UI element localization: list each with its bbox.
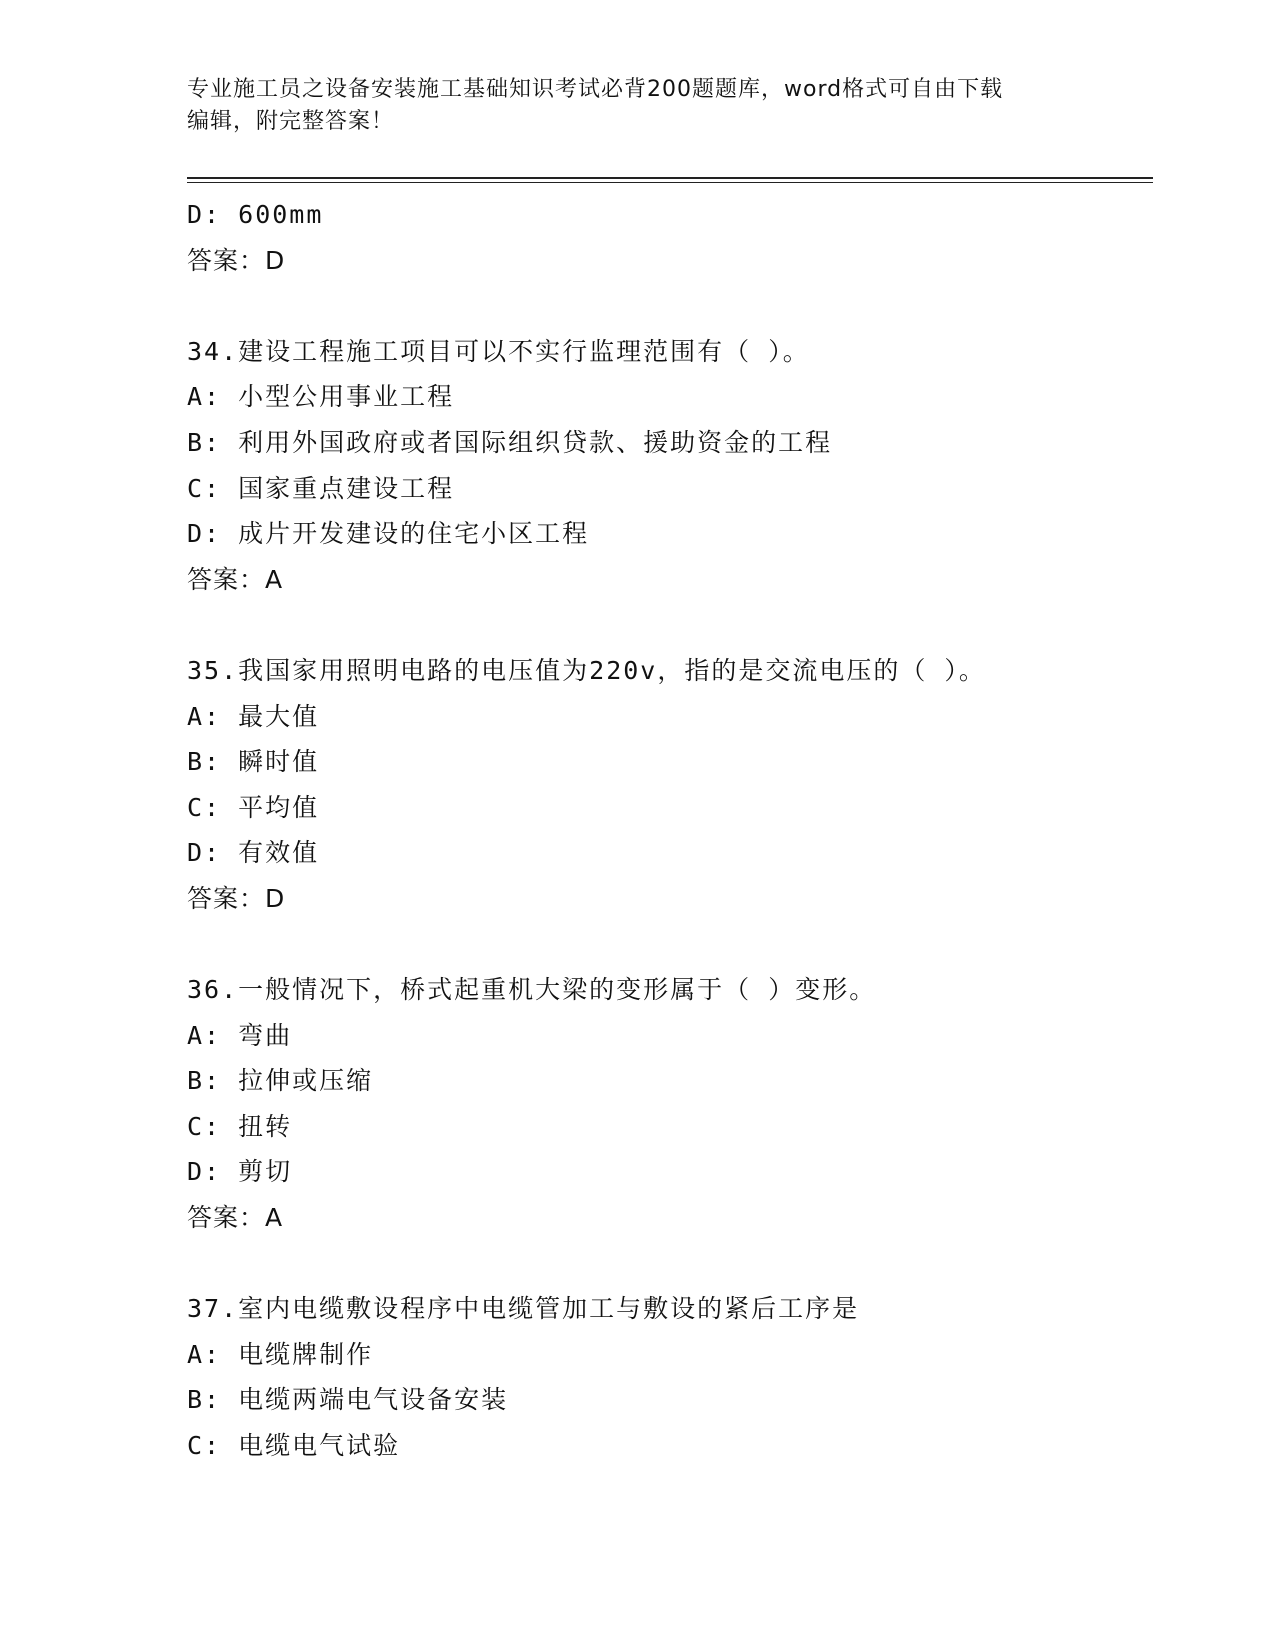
option-c: C: 扭转	[187, 1111, 293, 1141]
header-divider-thin	[187, 182, 1153, 183]
question-37	[187, 1286, 1153, 1468]
answer-line: 答案：A	[187, 1203, 284, 1233]
question-stem: 34.建设工程施工项目可以不实行监理范围有（ ）。	[187, 336, 810, 366]
option-b: B: 电缆两端电气设备安装	[187, 1385, 509, 1415]
option-d: D: 剪切	[187, 1157, 293, 1187]
question-35	[187, 648, 1153, 922]
option-d: D: 600mm	[187, 200, 324, 229]
option-a: A: 最大值	[187, 701, 320, 731]
question-36	[187, 967, 1153, 1241]
spacer	[187, 283, 1153, 329]
option-c: C: 电缆电气试验	[187, 1431, 401, 1461]
answer-line: 答案：A	[187, 564, 284, 594]
option-b: B: 瞬时值	[187, 747, 320, 777]
question-33-tail	[187, 192, 1153, 283]
answer-line: 答案：D	[187, 245, 286, 275]
question-stem: 37.室内电缆敷设程序中电缆管加工与敷设的紧后工序是	[187, 1294, 860, 1324]
option-d: D: 有效值	[187, 838, 320, 868]
document-header	[187, 74, 1067, 138]
spacer	[187, 1241, 1153, 1287]
option-a: A: 电缆牌制作	[187, 1339, 374, 1369]
option-a: A: 弯曲	[187, 1020, 293, 1050]
option-d: D: 成片开发建设的住宅小区工程	[187, 519, 590, 549]
spacer	[187, 602, 1153, 648]
header-line-2: 编辑，附完整答案！	[187, 109, 395, 134]
option-b: B: 利用外国政府或者国际组织贷款、援助资金的工程	[187, 427, 833, 457]
question-stem: 36.一般情况下，桥式起重机大梁的变形属于（ ）变形。	[187, 975, 877, 1005]
option-c: C: 平均值	[187, 792, 320, 822]
question-list	[187, 192, 1153, 1469]
answer-line: 答案：D	[187, 883, 286, 913]
header-line-1: 专业施工员之设备安装施工基础知识考试必背200题题库，word格式可自由下载	[187, 77, 1004, 102]
question-34	[187, 329, 1153, 603]
option-c: C: 国家重点建设工程	[187, 473, 455, 503]
question-stem: 35.我国家用照明电路的电压值为220v，指的是交流电压的（ ）。	[187, 655, 986, 685]
option-b: B: 拉伸或压缩	[187, 1066, 374, 1096]
option-a: A: 小型公用事业工程	[187, 382, 455, 412]
spacer	[187, 922, 1153, 968]
header-divider-thick	[187, 177, 1153, 179]
